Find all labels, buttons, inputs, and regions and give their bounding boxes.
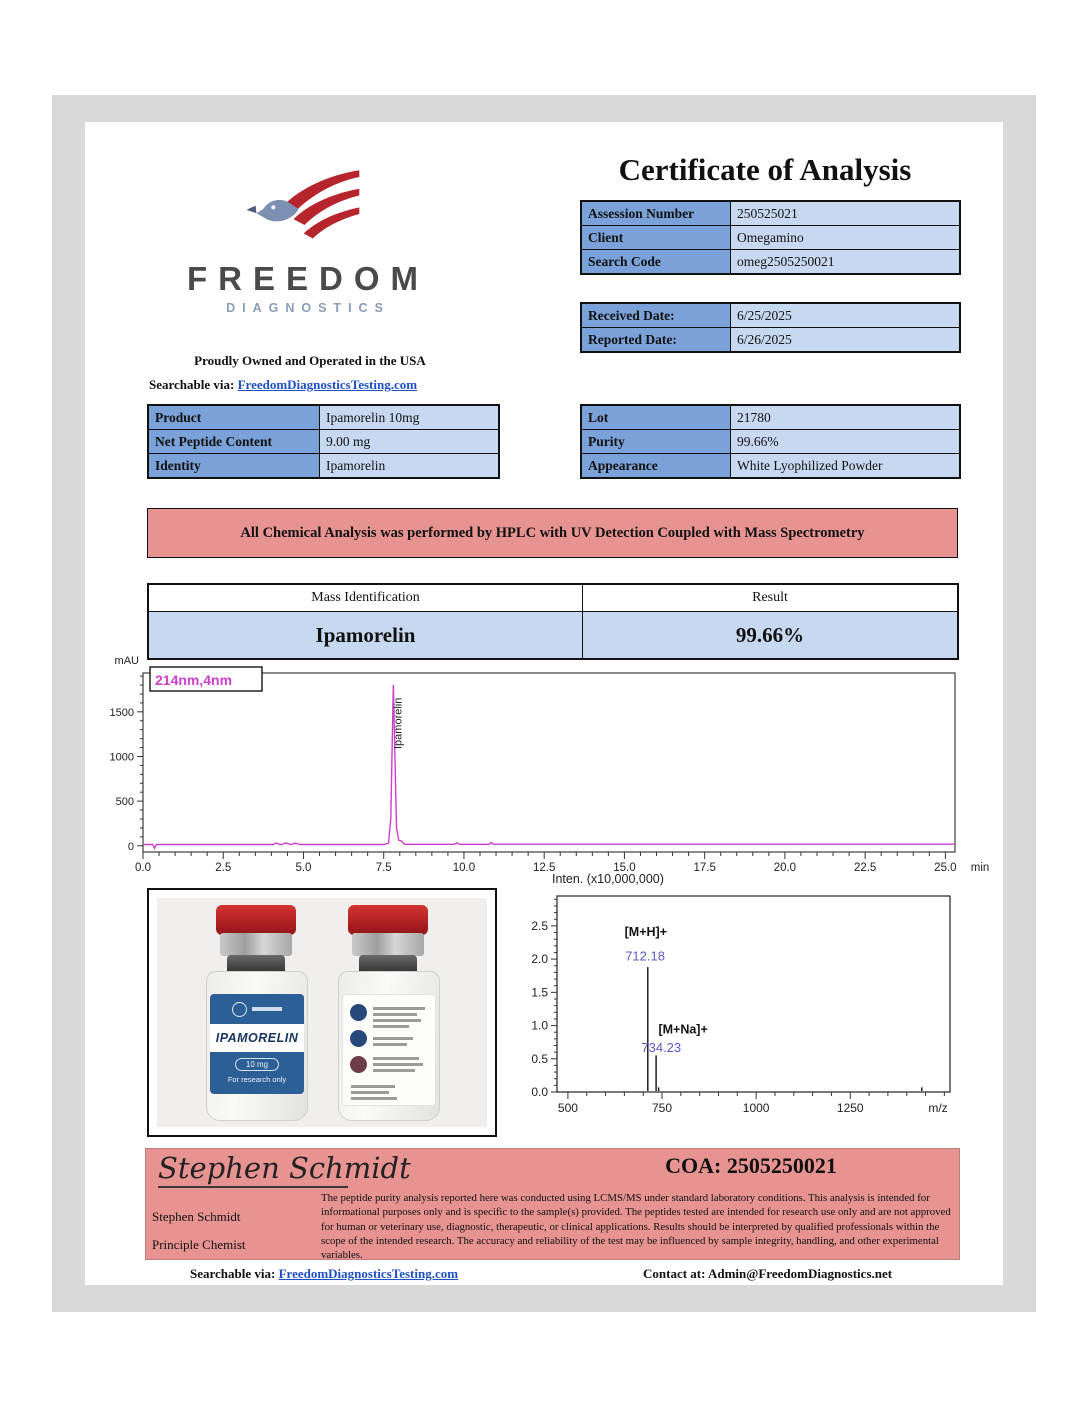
page-title: Certificate of Analysis — [618, 152, 912, 187]
logo-word: FREEDOM — [187, 260, 429, 297]
analyte-name: Ipamorelin — [148, 612, 583, 660]
vial-body — [338, 971, 440, 1121]
label-product-name: IPAMORELIN — [210, 1024, 304, 1052]
svg-text:7.5: 7.5 — [375, 862, 392, 874]
label-text-bar — [373, 1013, 417, 1016]
svg-text:750: 750 — [652, 1101, 673, 1115]
svg-text:214nm,4nm: 214nm,4nm — [155, 672, 233, 688]
svg-text:0.0: 0.0 — [135, 862, 151, 874]
svg-text:1.5: 1.5 — [531, 985, 548, 1000]
vial-body — [206, 971, 308, 1121]
footer-contact: Contact at: Admin@FreedomDiagnostics.net — [643, 1266, 893, 1281]
svg-text:2.5: 2.5 — [531, 918, 548, 933]
disclaimer-text: The peptide purity analysis reported here was conducted using LCMS/MS under standard laboratory conditions. This analysis is intended for informational purposes only and is specific to the sample(s) provided. The peptides tested are intended for research use only and are not approved for human or veterinary use, diagnostic, therapeutic, or clinical applications. Results should be interpreted by qualified professionals within the scope of the intended research. The accuracy and reliability of the test may be influenced by sample integrity, handling, and other experimental variables. — [321, 1192, 951, 1261]
label-text-bar — [373, 1057, 419, 1060]
vial-cap — [348, 905, 428, 935]
svg-text:1500: 1500 — [109, 706, 134, 719]
svg-text:1000: 1000 — [742, 1101, 770, 1115]
table-row — [581, 303, 960, 328]
row-label: Identity — [148, 454, 320, 479]
lot-table — [580, 404, 961, 479]
vial-cap — [216, 905, 296, 935]
svg-text:1000: 1000 — [109, 751, 134, 764]
vial-back-label — [342, 994, 436, 1106]
table-row — [581, 226, 960, 250]
label-text-bar — [373, 1025, 409, 1028]
brand-logo-icon — [232, 1002, 247, 1017]
svg-text:0.0: 0.0 — [531, 1085, 548, 1099]
signature-block — [145, 1148, 960, 1260]
flag-seal-icon — [350, 1056, 367, 1073]
assession-table — [580, 200, 961, 275]
method-banner: All Chemical Analysis was performed by HPLC with UV Detection Coupled with Mass Spectrometry — [147, 508, 958, 558]
svg-text:mAU: mAU — [114, 655, 139, 667]
searchable-link[interactable]: FreedomDiagnosticsTesting.com — [237, 377, 418, 392]
svg-text:Ipamorelin: Ipamorelin — [392, 697, 405, 749]
svg-text:[M+H]+: [M+H]+ — [624, 924, 668, 939]
svg-text:500: 500 — [557, 1101, 578, 1115]
svg-text:0: 0 — [127, 840, 134, 853]
footer-searchable-label: Searchable via: — [190, 1266, 276, 1281]
svg-text:17.5: 17.5 — [693, 862, 716, 874]
svg-text:20.0: 20.0 — [773, 862, 797, 874]
seal-icon — [350, 1030, 367, 1047]
svg-text:[M+Na]+: [M+Na]+ — [658, 1022, 708, 1037]
label-brand-band — [210, 994, 304, 1024]
table-row — [581, 405, 960, 430]
footer-searchable-link[interactable]: FreedomDiagnosticsTesting.com — [278, 1266, 459, 1281]
label-text-bar — [351, 1097, 397, 1100]
table-row — [581, 328, 960, 353]
vial-front-label — [210, 994, 304, 1094]
svg-text:15.0: 15.0 — [613, 862, 636, 874]
svg-text:25.0: 25.0 — [934, 862, 957, 874]
row-label: Search Code — [581, 250, 731, 275]
tagline: Proudly Owned and Operated in the USA — [194, 353, 426, 368]
row-label: Client — [581, 226, 731, 250]
label-text-bar — [373, 1019, 421, 1022]
product-photo-frame — [147, 888, 497, 1137]
svg-text:500: 500 — [115, 796, 134, 809]
signer-name: Stephen Schmidt — [152, 1209, 241, 1224]
row-label: Assession Number — [581, 201, 731, 226]
table-row — [148, 454, 499, 479]
svg-text:1.0: 1.0 — [531, 1018, 548, 1033]
row-label: Purity — [581, 430, 731, 454]
mass-spectrum-chart — [500, 870, 990, 1116]
row-value: White Lyophilized Powder — [731, 454, 961, 479]
row-label: Net Peptide Content — [148, 430, 320, 454]
row-value: 9.00 mg — [320, 430, 500, 454]
dose-pill: 10 mg — [235, 1058, 279, 1071]
vial-back — [329, 905, 447, 1119]
table-row — [148, 405, 499, 430]
row-value: 21780 — [731, 405, 961, 430]
analyte-result: 99.66% — [583, 612, 959, 660]
research-note: For research only — [227, 1075, 287, 1084]
label-text-bar — [373, 1007, 425, 1010]
row-value: Omegamino — [731, 226, 961, 250]
svg-text:Inten. (x10,000,000): Inten. (x10,000,000) — [552, 872, 664, 886]
label-text-bar — [373, 1043, 407, 1046]
label-text-bar — [373, 1063, 423, 1066]
dates-table — [580, 302, 961, 353]
svg-text:2.0: 2.0 — [531, 952, 548, 967]
row-label: Received Date: — [581, 303, 731, 328]
brand-text-bar — [252, 1007, 282, 1011]
coa-number: COA: 2505250021 — [665, 1153, 837, 1178]
label-text-bar — [351, 1085, 395, 1088]
label-text-bar — [351, 1091, 389, 1094]
svg-text:734.23: 734.23 — [641, 1040, 682, 1056]
searchable-label: Searchable via: — [149, 377, 235, 392]
svg-text:0.5: 0.5 — [531, 1051, 548, 1066]
svg-text:m/z: m/z — [928, 1101, 948, 1115]
vial-photo — [157, 898, 487, 1127]
row-label: Lot — [581, 405, 731, 430]
table-row — [581, 430, 960, 454]
svg-text:1250: 1250 — [836, 1101, 864, 1115]
svg-text:2.5: 2.5 — [215, 862, 232, 874]
signature-handwriting: Stephen Schmidt — [158, 1151, 348, 1188]
table-row — [581, 201, 960, 226]
row-value: 6/25/2025 — [731, 303, 961, 328]
hplc-chromatogram-chart — [95, 652, 1000, 887]
searchable-line — [149, 377, 417, 393]
label-text-bar — [373, 1069, 415, 1072]
certificate-page — [85, 122, 1003, 1285]
table-row — [148, 584, 958, 612]
product-table — [147, 404, 500, 479]
svg-text:5.0: 5.0 — [295, 862, 312, 874]
svg-text:712.18: 712.18 — [625, 948, 665, 964]
row-value: 250525021 — [731, 201, 961, 226]
svg-text:10.0: 10.0 — [452, 862, 476, 874]
freedom-eagle-logo-icon — [243, 164, 361, 254]
row-value: 99.66% — [731, 430, 961, 454]
vial-crimp — [352, 933, 424, 956]
svg-text:22.5: 22.5 — [853, 862, 877, 874]
row-value: 6/26/2025 — [731, 328, 961, 353]
row-label: Product — [148, 405, 320, 430]
seal-icon — [350, 1004, 367, 1021]
svg-text:min: min — [970, 862, 990, 874]
table-row — [148, 430, 499, 454]
row-value: omeg2505250021 — [731, 250, 961, 275]
row-label: Reported Date: — [581, 328, 731, 353]
column-header: Result — [583, 584, 959, 612]
signer-role: Principle Chemist — [152, 1237, 246, 1252]
footer-searchable — [190, 1266, 458, 1282]
column-header: Mass Identification — [148, 584, 583, 612]
label-dose-band — [210, 1052, 304, 1094]
table-row — [581, 454, 960, 479]
svg-text:12.5: 12.5 — [532, 862, 556, 874]
row-value: Ipamorelin — [320, 454, 500, 479]
label-text-bar — [373, 1037, 413, 1040]
mass-identification-table — [147, 583, 959, 660]
row-value: Ipamorelin 10mg — [320, 405, 500, 430]
vial-front — [197, 905, 315, 1119]
vial-crimp — [220, 933, 292, 956]
logo-subtitle: DIAGNOSTICS — [226, 301, 390, 315]
table-row — [581, 250, 960, 275]
row-label: Appearance — [581, 454, 731, 479]
